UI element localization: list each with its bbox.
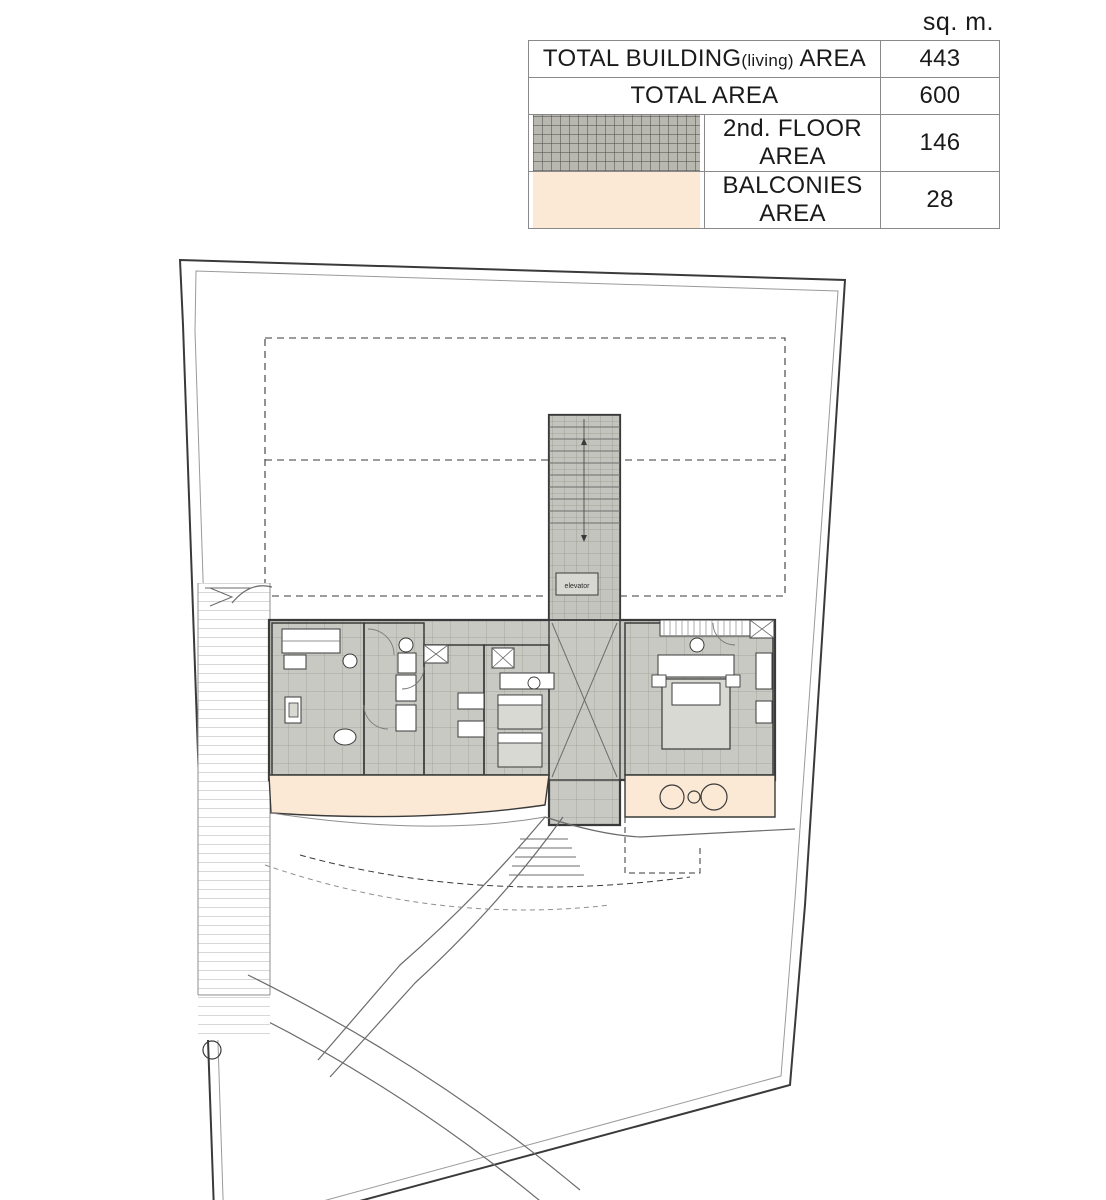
roof-outline-dashed [265,338,785,596]
deck-hatching-left [198,583,270,995]
area-row-label [529,41,881,78]
area-row-value: 28 [881,172,1000,229]
area-row-label: TOTAL AREA [529,78,881,115]
area-row-label: 2nd. FLOOR AREA [705,115,881,172]
swatch-second-floor [529,115,705,172]
area-row-value: 443 [881,41,1000,78]
table-row [529,41,1000,78]
area-row-label-sub: (living) [741,51,794,70]
table-row [529,115,1000,172]
area-row-label-tail: AREA [793,45,867,72]
area-legend [528,8,1000,229]
landscape-paths [198,813,795,1200]
area-row-value: 146 [881,115,1000,172]
area-row-label: BALCONIES AREA [705,172,881,229]
balcony-right [625,775,775,817]
units-label: sq. m. [922,8,994,36]
hatch-swatch [533,115,700,171]
elevator-label: elevator [564,583,590,590]
table-row [529,78,1000,115]
area-table [528,40,1000,229]
balcony-left [269,775,549,817]
floor-plan-drawing [0,205,1106,1200]
area-row-value: 600 [881,78,1000,115]
area-row-label-main: TOTAL BUILDING [542,45,742,72]
